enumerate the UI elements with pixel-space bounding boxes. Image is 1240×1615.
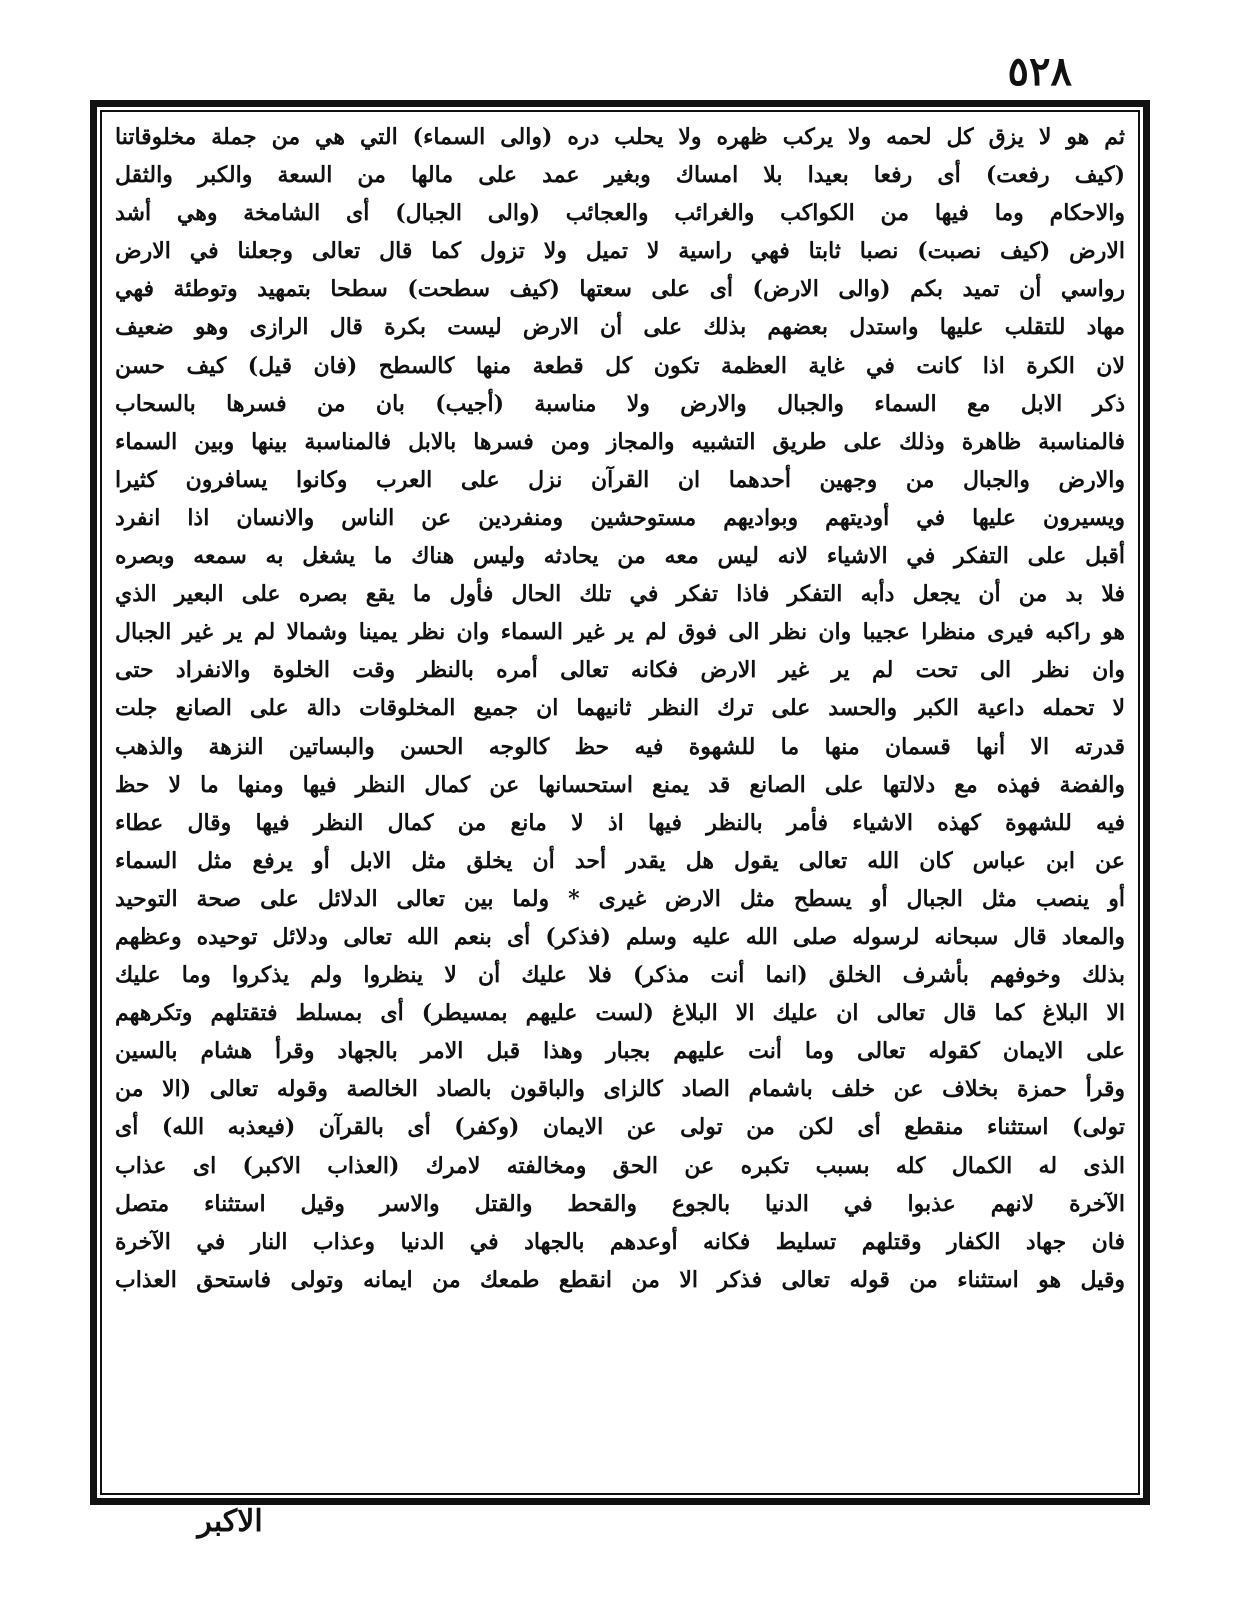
text-line: والاحكام وما فيها من الكواكب والغرائب والعجائب (والى الجبال) أى الشامخة وهي أشد (115, 200, 1125, 227)
text-line: على الايمان كقوله تعالى وما أنت عليهم بجبار وهذا قبل الامر بالجهاد وقرأ هشام بالسين (115, 1038, 1125, 1065)
text-line: وان نظر الى تحت لم ير غير الارض فكانه تعالى أمره بالنظر وقت الخلوة والانفراد حتى (115, 657, 1125, 684)
text-line: والفضة فهذه مع دلالتها على الصانع قد يمنع استحسانها عن كمال النظر فيها ومنها ما لا حظ (115, 771, 1125, 798)
text-line: أو ينصب مثل الجبال أو يسطح مثل الارض غيرى * ولما بين تعالى الدلائل على صحة التوحيد (115, 885, 1125, 912)
page-number: ٥٢٨ (1007, 48, 1072, 95)
text-line: رواسي أن تميد بكم (والى الارض) أى على سعتها (كيف سطحت) سطحا بتمهيد وتوطئة فهي (115, 276, 1125, 303)
text-line (115, 1337, 1125, 1375)
text-line (115, 1451, 1125, 1489)
text-line: الذى له الكمال كله بسبب تكبره عن الحق ومخالفته لامرك (العذاب الاكبر) اى عذاب (115, 1152, 1125, 1179)
text-line: فيه للشهوة كهذه الاشياء فأمر بالنظر فيها اذ لا مانع من كمال النظر فيها وقال عطاء (115, 809, 1125, 836)
text-line: هو راكبه فيرى منظرا عجيبا وان نظر الى فوق لم ير غير السماء وان نظر يمينا وشمالا لم ير غير الجبال (115, 619, 1125, 646)
text-line: مهاد للتقلب عليها واستدل بعضهم بذلك على أن الارض ليست بكرة قال الرازى وهو ضعيف (115, 314, 1125, 341)
text-line: وقيل هو استثناء من قوله تعالى فذكر الا من انقطع طمعك من ايمانه وتولى فاستحق العذاب (115, 1266, 1125, 1293)
text-line: الآخرة لانهم عذبوا في الدنيا بالجوع والقحط والقتل والاسر وقيل استثناء متصل (115, 1190, 1125, 1217)
text-line: والمعاد قال سبحانه لرسوله صلى الله عليه وسلم (فذكر) أى بنعم الله تعالى ودلائل توحيده وعظهم (115, 923, 1125, 950)
text-line: الا البلاغ كما قال تعالى ان عليك الا البلاغ (لست عليهم بمسيطر) أى بمسلط فتقتلهم وتكرههم (115, 1000, 1125, 1027)
text-line: أقبل على التفكر في الاشياء لانه ليس معه من يحادثه وليس هناك ما يشغل به سمعه وبصره (115, 543, 1125, 570)
body-text (115, 118, 1125, 1490)
text-line (115, 1299, 1125, 1337)
text-line: ويسيرون عليها في أوديتهم وبواديهم مستوحشين ومنفردين عن الناس والانسان اذا انفرد (115, 504, 1125, 531)
text-line: فالمناسبة ظاهرة وذلك على طريق التشبيه والمجاز ومن فسرها بالابل فالمناسبة بينها وبين السماء (115, 428, 1125, 455)
text-line: فلا بد من أن يجعل دأبه التفكر فاذا تفكر في تلك الحال فأول ما يقع بصره على البعير الذي (115, 581, 1125, 608)
text-line: فان جهاد الكفار وقتلهم تسليط فكانه أوعدهم بالجهاد في الدنيا وعذاب النار في الآخرة (115, 1228, 1125, 1255)
text-line: الارض (كيف نصبت) نصبا ثابتا فهي راسية لا تميل ولا تزول كما قال تعالى وجعلنا في الارض (115, 238, 1125, 265)
catchword: الاكبر (197, 1504, 263, 1539)
text-line: تولى) استثناء منقطع أى لكن من تولى عن الايمان (وكفر) أى بالقرآن (فيعذبه الله) أى (115, 1114, 1125, 1141)
text-line: وقرأ حمزة بخلاف عن خلف باشمام الصاد كالزاى والباقون بالصاد الخالصة وقوله تعالى (الا من (115, 1076, 1125, 1103)
text-line: والارض والجبال من وجهين أحدهما ان القرآن نزل على العرب وكانوا يسافرون كثيرا (115, 466, 1125, 493)
text-line: ذكر الابل مع السماء والجبال والارض ولا مناسبة (أجيب) بان من فسرها بالسحاب (115, 390, 1125, 417)
text-line (115, 1375, 1125, 1413)
text-line: عن ابن عباس كان الله تعالى يقول هل يقدر أحد أن يخلق مثل الابل أو يرفع مثل السماء (115, 847, 1125, 874)
text-line: ثم هو لا يزق كل لحمه ولا يركب ظهره ولا يحلب دره (والى السماء) التي هي من جملة مخلوقاتنا (115, 124, 1125, 150)
text-line: قدرته الا أنها قسمان منها ما للشهوة فيه حظ كالوجه الحسن والبساتين النزهة والذهب (115, 733, 1125, 760)
text-line (115, 1413, 1125, 1451)
text-line: بذلك وخوفهم بأشرف الخلق (انما أنت مذكر) فلا عليك أن لا ينظروا ولم يذكروا وما عليك (115, 962, 1125, 989)
text-line: لان الكرة اذا كانت في غاية العظمة تكون كل قطعة منها كالسطح (فان قيل) كيف حسن (115, 352, 1125, 379)
text-line: (كيف رفعت) أى رفعا بعيدا بلا امساك وبغير عمد على مالها من السعة والكبر والثقل (115, 162, 1125, 189)
text-line: لا تحمله داعية الكبر والحسد على ترك النظر ثانيهما ان جميع المخلوقات دالة على الصانع جلت (115, 695, 1125, 722)
